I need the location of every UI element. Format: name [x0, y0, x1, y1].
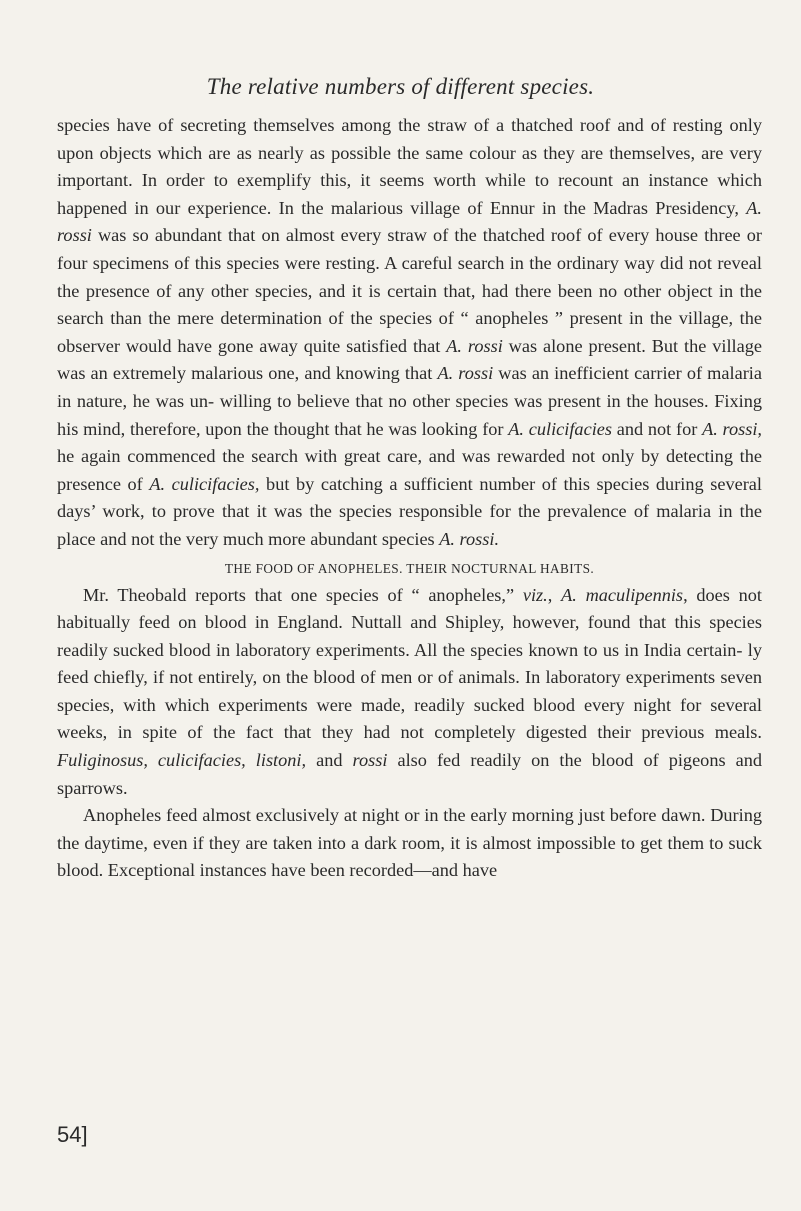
- text-run: and: [306, 750, 353, 771]
- text-run: , does not habitually feed on blood in England. Nuttall and Shipley, however, found that this species readily sucked blood in laboratory experiments. All the species known to us in India certain- ly feed chiefly, if not entirely, on the blood of men or of animals. In laboratory experiments seven species, with which experiments were made, readily sucked blood every night for several weeks, in spite of the fact that they had not completely digested their previous meals.: [57, 584, 763, 743]
- italic-text-run: viz.: [522, 584, 548, 605]
- italic-text-run: A. culicifacies: [508, 418, 612, 439]
- italic-text-run: A. rossi: [446, 335, 503, 356]
- paragraph-1: [57, 112, 762, 554]
- text-run: also fed readily on the blood of pigeons and sparrows.: [57, 750, 762, 798]
- page-number: 54]: [57, 1122, 88, 1147]
- italic-text-run: A. rossi: [437, 363, 494, 384]
- text-run: was so abundant that on almost every straw of the thatched roof of every house three or four specimens of this species were resting. A careful search in the ordinary way did not reveal the presence of any other species, and it is certain that, had there been no other object in the search than the mere determination of the species of “ anopheles ” present in the village, the observer would have gone away quite satisfied that: [57, 225, 762, 356]
- paragraph-2: [57, 582, 762, 803]
- text-run: he again commenced the search with great care, and was rewarded not only by detecting the presence of: [57, 446, 762, 494]
- text-run: species have of secreting themselves among the straw of a thatched roof and of resting only upon objects which are as nearly as possible the same colour as they are themselves, are very important. In order to exemplify this, it seems worth while to recount an instance which happened in our experience. In the malarious village of Ennur in the Madras Presidency,: [57, 115, 762, 218]
- italic-text-run: rossi: [352, 750, 388, 771]
- text-run: Anopheles feed almost exclusively at night or in the early morning just before dawn. During the daytime, even if they are taken into a dark room, it is almost impossible to get them to suck blood. Exceptional instances have been recorded—and have: [57, 805, 762, 881]
- body-text: [57, 112, 762, 885]
- italic-text-run: A. rossi: [57, 197, 762, 246]
- italic-text-run: Fuliginosus, culicifacies, listoni,: [57, 750, 307, 771]
- italic-text-run: A. rossi.: [439, 528, 500, 549]
- text-run: was an inefficient carrier of malaria in nature, he was un- willing to believe that no other species was present in the houses. Fixing his mind, therefore, upon the thought that he was looking for: [57, 363, 762, 439]
- running-head: The relative numbers of different species.: [206, 74, 595, 99]
- section-heading: THE FOOD OF ANOPHELES. THEIR NOCTURNAL HABITS.: [224, 560, 595, 576]
- italic-text-run: A. culicifacies,: [149, 473, 260, 494]
- text-run: but by catching a sufficient number of this species during several days’ work, to prove that it was the species responsible for the prevalence of malaria in the place and not the very much more abundant species: [57, 473, 762, 549]
- paragraph-3: [57, 802, 762, 885]
- italic-text-run: A. rossi,: [702, 418, 763, 439]
- text-run: was alone present. But the village was an extremely malarious one, and knowing that: [57, 335, 762, 384]
- italic-text-run: A. maculipennis: [561, 584, 684, 605]
- text-run: ,: [547, 584, 562, 605]
- text-run: Mr. Theobald reports that one species of “ anopheles,”: [83, 584, 523, 605]
- text-run: and not for: [612, 418, 703, 439]
